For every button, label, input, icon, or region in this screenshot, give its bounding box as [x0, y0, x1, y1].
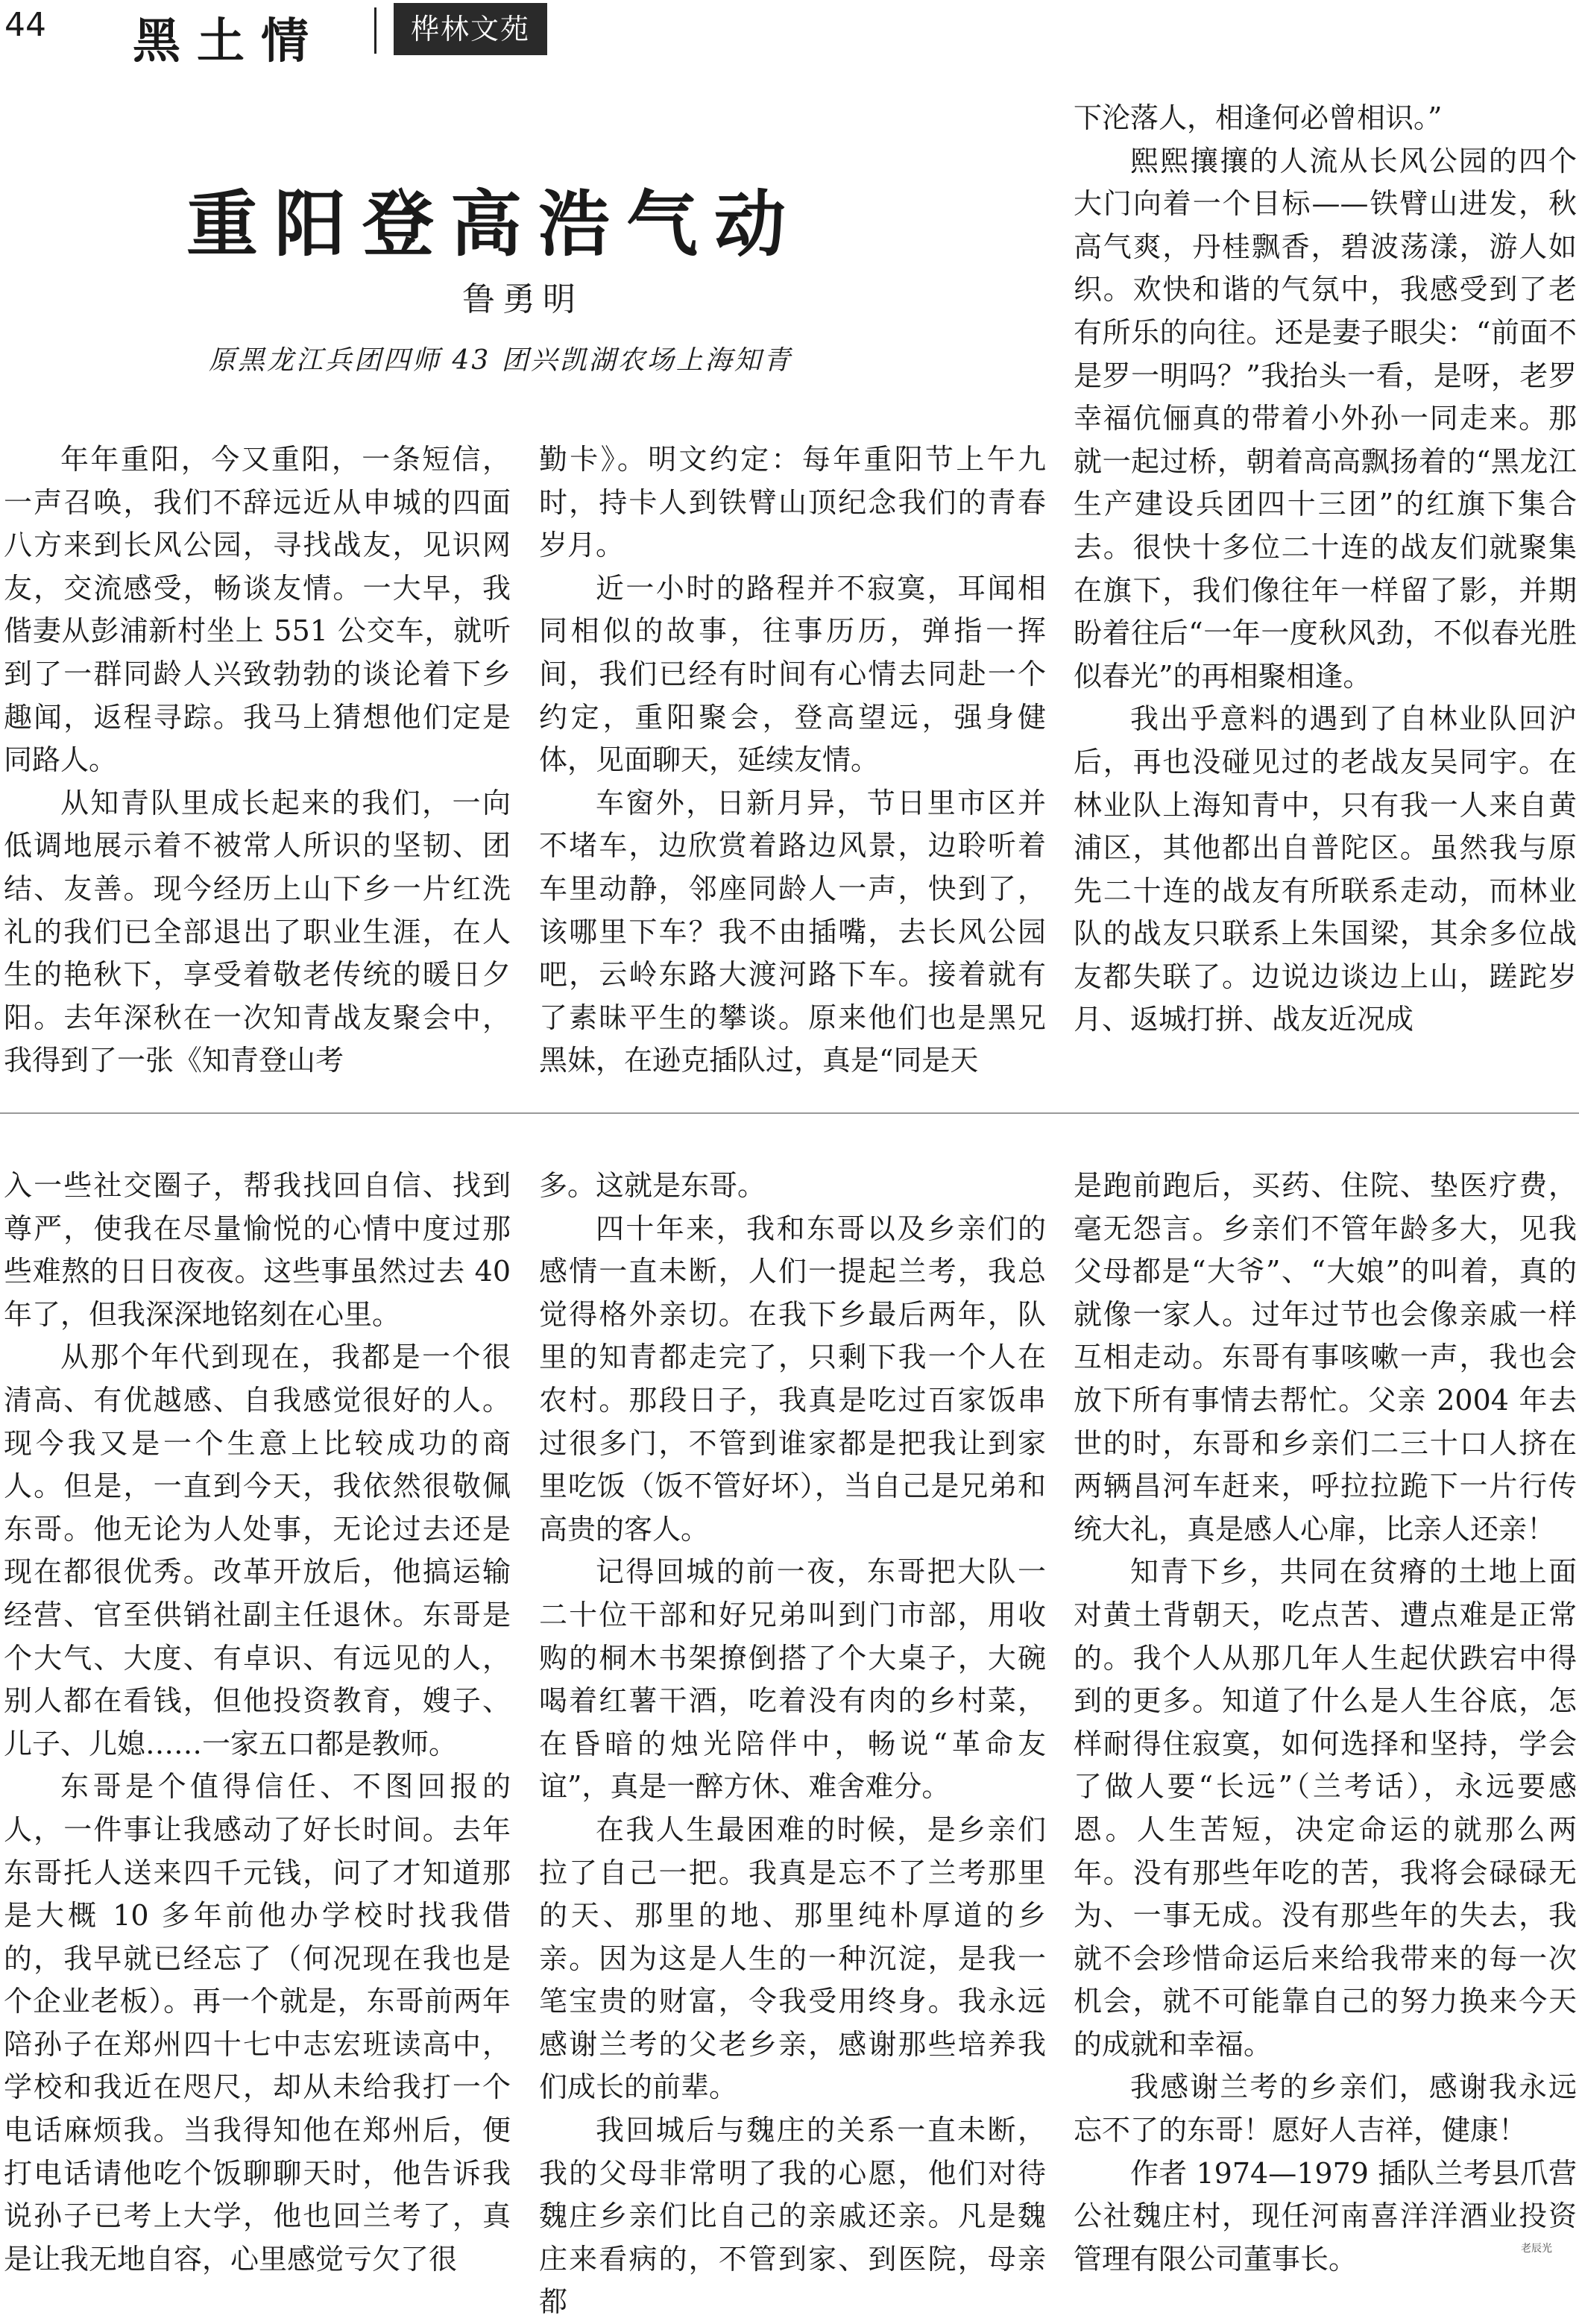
- corner-stamp: 老辰光: [1521, 2243, 1552, 2255]
- paragraph: 车窗外，日新月异，节日里市区并不堵车，边欣赏着路边风景，边聆听着车里动静，邻座同龄人一声，快到了，该哪里下车？我不由插嘴，去长风公园吧，云岭东路大渡河路下车。接着就有了素昧平生的攀谈。原来他们也是黑兄黑妹，在逊克插队过，真是“同是天: [539, 786, 1046, 1077]
- article-subtitle: 原黑龙江兵团四师 43 团兴凯湖农场上海知青: [209, 345, 792, 376]
- paragraph: 勤卡》。明文约定：每年重阳节上午九时，持卡人到铁臂山顶纪念我们的青春岁月。: [539, 443, 1046, 562]
- paragraph: 是跑前跑后，买药、住院、垫医疗费，毫无怨言。乡亲们不管年龄多大，见我父母都是“大爷”、“大娘”的叫着，真的就像一家人。过年过节也会像亲戚一样互相走动。东哥有事咳嗽一声，我也会放下所有事情去帮忙。父亲 2004 年去世的时，东哥和乡亲们二三十口人挤在两辆昌河车赶来，呼拉拉跪下一片行传统大礼，真是感人心扉，比亲人还亲！: [1074, 1169, 1577, 1546]
- header-separator: [374, 7, 376, 54]
- paragraph: 四十年来，我和东哥以及乡亲们的感情一直未断，人们一提起兰考，我总觉得格外亲切。在我下乡最后两年，队里的知青都走完了，只剩下我一个人在农村。那段日子，我真是吃过百家饭串过很多门，不管到谁家都是把我让到家里吃饭（饭不管好坏），当自己是兄弟和高贵的客人。: [539, 1212, 1046, 1546]
- paragraph: 记得回城的前一夜，东哥把大队一二十位干部和好兄弟叫到门市部，用收购的桐木书架撩倒搭了个大桌子，大碗喝着红薯干酒，吃着没有肉的乡村菜，在昏暗的烛光陪伴中，畅说“革命友谊”，真是一醉方休、难舍难分。: [539, 1555, 1046, 1804]
- section-divider: [0, 1112, 1579, 1114]
- paragraph: 在我人生最困难的时候，是乡亲们拉了自己一把。我真是忘不了兰考那里的天、那里的地、那里纯朴厚道的乡亲。因为这是人生的一种沉淀，是我一笔宝贵的财富，令我受用终身。我永远感谢兰考的父老乡亲，感谢那些培养我们成长的前辈。: [539, 1813, 1046, 2104]
- lower-column-1: [4, 1165, 511, 2281]
- paragraph: 作者 1974—1979 插队兰考县爪营公社魏庄村，现任河南喜洋洋酒业投资管理有限公司董事长。: [1074, 2156, 1577, 2276]
- paragraph: 东哥是个值得信任、不图回报的人，一件事让我感动了好长时间。去年东哥托人送来四千元钱，问了才知道那是大概 10 多年前他办学校时找我借的，我早就已经忘了（何况现在我也是个企业老板）。再一个就是，东哥前两年陪孙子在郑州四十七中志宏班读高中，学校和我近在咫尺，却从未给我打一个电话麻烦我。当我得知他在郑州后，便打电话请他吃个饭聊聊天时，他告诉我说孙子已考上大学，他也回兰考了，真是让我无地自容，心里感觉亏欠了很: [4, 1770, 511, 2276]
- paragraph: 下沦落人，相逢何必曾相识。”: [1074, 101, 1443, 134]
- paragraph: 知青下乡，共同在贫瘠的土地上面对黄土背朝天，吃点苦、遭点难是正常的。我个人从那几年人生起伏跌宕中得到的更多。知道了什么是人生谷底，怎样耐得住寂寞，如何选择和坚持，学会了做人要“长远”（兰考话），永远要感恩。人生苦短，决定命运的就那么两年。没有那些年吃的苦，我将会碌碌无为、一事无成。没有那些年的失去，我就不会珍惜命运后来给我带来的每一次机会，就不可能靠自己的努力换来今天的成就和幸福。: [1074, 1555, 1577, 2061]
- paragraph: 近一小时的路程并不寂寞，耳闻相同相似的故事，往事历历，弹指一挥间，我们已经有时间有心情去同赴一个约定，重阳聚会，登高望远，强身健体，见面聊天，延续友情。: [539, 571, 1046, 777]
- paragraph: 从那个年代到现在，我都是一个很清高、有优越感、自我感觉很好的人。现今我又是一个生意上比较成功的商人。但是，一直到今天，我依然很敬佩东哥。他无论为人处事，无论过去还是现在都很优秀。改革开放后，他搞运输经营、官至供销社副主任退休。东哥是个大气、大度、有卓识、有远见的人，别人都在看钱，但他投资教育，嫂子、儿子、儿媳……一家五口都是教师。: [4, 1341, 511, 1760]
- article-title: 重阳登高浩气动: [186, 182, 802, 266]
- article-author: 鲁勇明: [462, 280, 583, 318]
- upper-column-1: [4, 438, 511, 1083]
- paragraph: 从知青队里成长起来的我们，一向低调地展示着不被常人所识的坚韧、团结、友善。现今经历上山下乡一片红洗礼的我们已全部退出了职业生涯，在人生的艳秋下，享受着敬老传统的暖日夕阳。去年深秋在一次知青战友聚会中，我得到了一张《知青登山考: [4, 786, 511, 1077]
- lower-column-3: [1074, 1165, 1577, 2281]
- section-tag: 桦林文苑: [394, 3, 547, 55]
- paragraph: 熙熙攘攘的人流从长风公园的四个大门向着一个目标——铁臂山进发，秋高气爽，丹桂飘香，碧波荡漾，游人如织。欢快和谐的气氛中，我感受到了老有所乐的向往。还是妻子眼尖：“前面不是罗一明吗？”我抬头一看，是呀，老罗幸福伉俪真的带着小外孙一同走来。那就一起过桥，朝着高高飘扬着的“黑龙江生产建设兵团四十三团”的红旗下集合去。很快十多位二十连的战友们就聚集在旗下，我们像往年一样留了影，并期盼着往后“一年一度秋风劲，不似春光胜似春光”的再相聚相逢。: [1074, 144, 1577, 693]
- page-number: 44: [4, 6, 46, 44]
- paragraph: 多。这就是东哥。: [539, 1169, 766, 1202]
- paragraph: 我感谢兰考的乡亲们，感谢我永远忘不了的东哥！愿好人吉祥，健康！: [1074, 2070, 1577, 2147]
- upper-column-2: [539, 438, 1046, 1083]
- lower-column-2: [539, 1165, 1046, 2324]
- upper-column-3: [1074, 97, 1577, 1042]
- paragraph: 我出乎意料的遇到了自林业队回沪后，再也没碰见过的老战友吴同宇。在林业队上海知青中，只有我一人来自黄浦区，其他都出自普陀区。虽然我与原先二十连的战友有所联系走动，而林业队的战友只联系上朱国梁，其余多位战友都失联了。边说边谈边上山，蹉跎岁月、返城打拼、战友近况成: [1074, 702, 1577, 1036]
- paragraph: 入一些社交圈子，帮我找回自信、找到尊严，使我在尽量愉悦的心情中度过那些难熬的日日夜夜。这些事虽然过去 40 年了，但我深深地铭刻在心里。: [4, 1169, 511, 1331]
- paragraph: 年年重阳，今又重阳，一条短信，一声召唤，我们不辞远近从申城的四面八方来到长风公园，寻找战友，见识网友，交流感受，畅谈友情。一大早，我偕妻从彭浦新村坐上 551 公交车，就听到了一群同龄人兴致勃勃的谈论着下乡趣闻，返程寻踪。我马上猜想他们定是同路人。: [4, 443, 511, 777]
- paragraph: 我回城后与魏庄的关系一直未断，我的父母非常明了我的心愿，他们对待魏庄乡亲们比自己的亲戚还亲。凡是魏庄来看病的，不管到家、到医院，母亲都: [539, 2114, 1046, 2319]
- brand-logo: 黑土情: [133, 13, 325, 69]
